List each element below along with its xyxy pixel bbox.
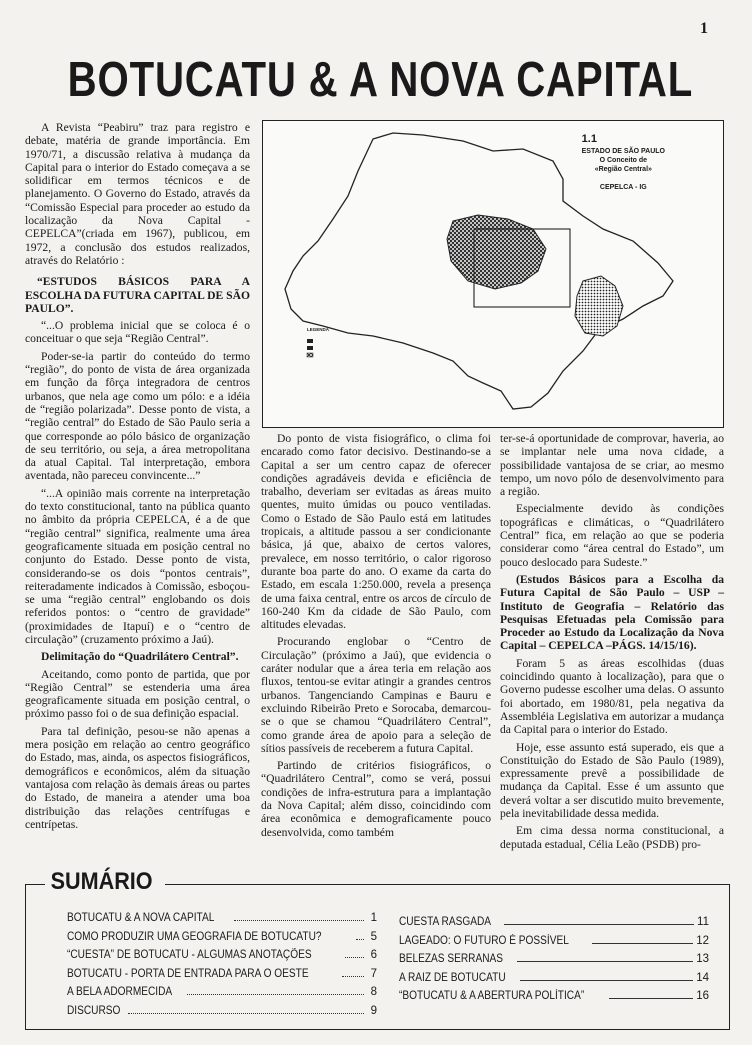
toc-entry[interactable]	[399, 931, 709, 947]
toc-leader	[517, 961, 693, 962]
legend-swatch	[307, 353, 313, 357]
legend-swatch	[307, 339, 313, 343]
page-number: 1	[700, 20, 708, 37]
paragraph: ter-se-á oportunidade de comprovar, haveria, ao se implantar nele uma nova cidade, a possibilidade vantajosa de se criar, ao mesmo tempo, um novo pólo de desenvolvimento para a região.	[500, 432, 724, 499]
paragraph: Especialmente devido às condições topográficas e climáticas, o “Quadrilátero Central” fica, em relação ao que se poderia considerar como “área central do Estado”, um pouco deslocado para Sudeste.”	[500, 502, 724, 569]
toc-entry-label: BOTUCATU & A NOVA CAPITAL	[67, 912, 215, 924]
page-title: BOTUCATU & A NOVA CAPITAL	[67, 53, 694, 107]
toc-leader	[609, 998, 693, 999]
map-legend-title: LEGENDA	[307, 327, 330, 332]
toc-entry-page: 1	[370, 912, 377, 924]
paragraph: “...O problema inicial que se coloca é o conceituar o que seja “Região Central”.	[25, 319, 250, 346]
toc-entry-label: “CUESTA” DE BOTUCATU - ALGUMAS ANOTAÇÕES	[67, 949, 312, 961]
toc-entry[interactable]	[67, 1001, 377, 1017]
toc-entry-page: 14	[696, 971, 709, 984]
toc-leader	[504, 924, 694, 925]
toc-entry-page: 9	[370, 1004, 377, 1017]
paragraph: Partindo de critérios fisiográficos, o “Quadrilátero Central”, como se verá, possui condições de infra-estrutura para a implantação da Nova Capital; além disso, coincidindo com área econômica e demograficamente pouco desenvolvida, como também	[261, 759, 491, 839]
toc-entry-page: 5	[370, 930, 377, 943]
region-central	[447, 215, 546, 289]
toc-entry-page: 11	[697, 916, 709, 928]
toc-entry-label: LAGEADO: O FUTURO É POSSÍVEL	[399, 934, 569, 947]
map-caption	[582, 135, 665, 192]
toc-leader	[128, 1013, 364, 1014]
citation: (Estudos Básicos para a Escolha da Futura Capital de São Paulo – USP – Instituto de Geografia – Relatório das Pesquisas Efetuadas pela Comissão para Proceder ao Estudo da Localização da Nova Capital – CEPELCA –PÁGS. 14/15/16).	[500, 572, 724, 653]
toc-leader	[187, 994, 364, 995]
toc-leader	[234, 920, 364, 921]
toc-entry-label: “BOTUCATU & A ABERTURA POLÍTICA”	[399, 990, 585, 1002]
toc-entry[interactable]	[399, 912, 709, 928]
map-caption-line: «Região Central»	[594, 166, 652, 173]
map-figure	[262, 120, 724, 428]
paragraph: Aceitando, como ponto de partida, que por “Região Central” se estenderia uma área geograficamente situada em posição central, o próximo passo foi o de sua definição espacial.	[25, 667, 250, 721]
toc-entry-label: BELEZAS SERRANAS	[399, 953, 504, 965]
paragraph: Do ponto de vista fisiográfico, o clima foi encarado como fator decisivo. Destinando-se a Capital a ser um centro capaz de oferecer condições agradáveis devida e eficiência de trabalho, deveriam ser evitadas as áreas muito quentes, muito úmidas ou pouco ventiladas. Como o Estado de São Paulo está em latitudes tropicais, a altitude passou a ser condicionante básica, já que, abaixo de certos valores, prevalece, em nosso território, o calor rigoroso durante boa parte do ano. O exame da carta do Estado, em escala 1:250.000, revela a presença de uma faixa central, entre os arcos de círculo de 160-240 Km da cidade de São Paulo, com altitudes elevadas.	[261, 432, 491, 632]
toc-leader	[356, 939, 364, 940]
toc-entry-label: COMO PRODUZIR UMA GEOGRAFIA DE BOTUCATU?	[67, 930, 322, 943]
metropolitan-area	[575, 276, 623, 336]
toc-entry-label: A BELA ADORMECIDA	[67, 986, 173, 998]
toc-entry[interactable]	[67, 908, 377, 924]
toc-entry[interactable]	[67, 945, 377, 961]
map-number: 1.1	[581, 133, 597, 145]
legend-swatch	[307, 346, 313, 350]
toc-entry-page: 7	[370, 967, 377, 980]
paragraph: A Revista “Peabiru” traz para registro e debate, matéria de grande importância. Em 1970/71, a discussão relativa à mudança da Capital para o interior do Estado começava a se solidificar em termos técnicos e de planejamento. O Governo do Estado, através da “Comissão Especial para proceder ao estudo da localização da Nova Capital - CEPELCA”(criada em 1967), publicou, em 1972, a conclusão dos estudos realizados, através do Relatório :	[25, 121, 250, 267]
toc-entry-page: 16	[696, 990, 709, 1002]
toc-entry-label: CUESTA RASGADA	[399, 916, 492, 928]
paragraph: Em cima dessa norma constitucional, a deputada estadual, Célia Leão (PSDB) pro-	[500, 824, 724, 851]
article-column-1	[25, 121, 250, 835]
toc-leader	[520, 980, 693, 981]
toc-entry-page: 12	[696, 934, 709, 947]
paragraph: Poder-se-ia partir do conteúdo do termo “região”, do ponto de vista de área organizada em função da fôrça integradora de centros urbanos, que nela age como um pólo: e a idéia de “região polarizada”. Desse ponto de vista, a “região central” do Estado de São Paulo seria a que corresponde ao pólo básico de organização de seu território, ou seja, a área metropolitana da atual Capital. Tal interpretação, embora aventada, não pareceu convincente...”	[25, 349, 250, 483]
toc-entry[interactable]	[399, 986, 709, 1002]
paragraph: Hoje, esse assunto está superado, eis que a Constituição do Estado de São Paulo (1989), expressamente prevê a possibilidade de mudança da Capital. Esse é um assunto que deverá voltar a ser discutido muito brevemente, pela inevitabilidade dessa medida.	[500, 740, 724, 821]
map-caption-line: O Conceito de	[599, 157, 648, 164]
paragraph: Foram 5 as áreas escolhidas (duas coincidindo quanto à localização), para que o Governo pudesse escolher uma delas. O assunto foi abortado, em 1980/81, pela negativa da Assembléia Legislativa em autorizar a mudança da Capital para o interior do Estado.	[500, 656, 724, 737]
article-column-3	[500, 432, 724, 855]
paragraph: Procurando englobar o “Centro de Circulação” (próximo a Jaú), que evidencia o caráter nodular que a área teria em relação aos fluxos, tentou-se evitar atingir a grandes centros urbanos. Tangenciando Campinas e Bauru e excluindo Ribeirão Preto e Sorocaba, demarcou-se o que se chamou “Quadrilátero Central”, como grande área de apoio para a seleção de sítios passíveis de receberem a futura Capital.	[261, 635, 491, 755]
table-of-contents	[25, 868, 730, 1028]
toc-entry[interactable]	[399, 968, 709, 984]
paragraph: “...A opinião mais corrente na interpretação do texto constitucional, tanto na pública quanto no âmbito da própria CEPELCA, é a de que “região central” significa, realmente uma área geograficamente situada em posição central no conjunto do Estado. Desse ponto de vista, considerando-se os dois “pontos centrais”, reiteradamente indicados à Comissão, esboçou-se uma “região central” englobando os dois referidos pontos: o “centro de gravidade” (proximidades de Itapuí) e o “centro de circulação” (cruzamento próximo a Jaú).	[25, 486, 250, 646]
toc-entry[interactable]	[67, 964, 377, 980]
paragraph: Delimitação do “Quadrilátero Central”.	[41, 650, 239, 664]
toc-entry[interactable]	[399, 949, 709, 965]
toc-entry-page: 13	[696, 953, 709, 965]
toc-entry-label: A RAIZ DE BOTUCATU	[399, 971, 506, 984]
article-column-2	[261, 432, 491, 843]
toc-entry[interactable]	[67, 927, 377, 943]
toc-entry[interactable]	[67, 982, 377, 998]
toc-entry-label: BOTUCATU - PORTA DE ENTRADA PARA O OESTE	[67, 967, 309, 980]
toc-title: SUMÁRIO	[47, 868, 156, 896]
toc-leader	[345, 957, 364, 958]
map-caption-line: ESTADO DE SÃO PAULO	[581, 148, 665, 155]
paragraph: Para tal definição, pesou-se não apenas a mera posição em relação ao centro geográfico do Estado, mas, ainda, os aspectos fisiográficos, demográficos e econômicos, além da situação vantajosa com relação às demais áreas ou partes do Estado, de maneira a atender uma boa distribuição das relações centrífugas e centrípetas.	[25, 724, 250, 831]
section-heading: “ESTUDOS BÁSICOS PARA A ESCOLHA DA FUTURA CAPITAL DE SÃO PAULO”.	[25, 275, 250, 315]
toc-entry-page: 6	[370, 949, 377, 961]
map-caption-line: CEPELCA - IG	[599, 184, 647, 191]
toc-entry-page: 8	[370, 986, 377, 998]
toc-leader	[342, 976, 364, 977]
toc-entry-label: DISCURSO	[67, 1004, 121, 1017]
toc-leader	[592, 943, 693, 944]
